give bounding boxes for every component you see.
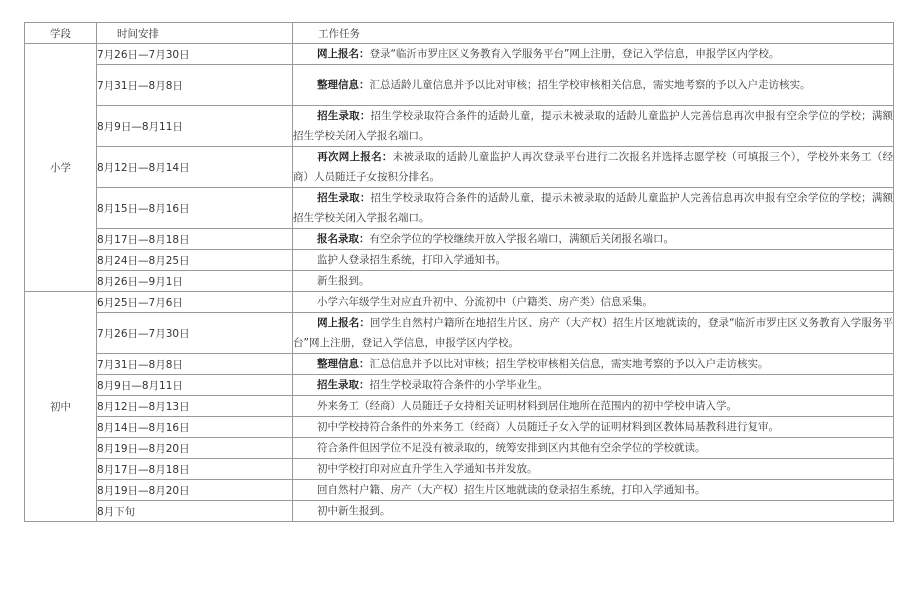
task-cell	[293, 106, 894, 147]
task-text: 小学六年级学生对应直升初中、分流初中（户籍类、房产类）信息采集。	[317, 296, 653, 308]
task-cell	[293, 396, 894, 417]
time-cell: 8月14日—8月16日	[97, 417, 293, 438]
time-cell: 8月9日—8月11日	[97, 375, 293, 396]
task-cell	[293, 44, 894, 65]
stage-cell: 初中	[25, 292, 97, 522]
time-cell: 8月12日—8月14日	[97, 147, 293, 188]
task-text: 有空余学位的学校继续开放入学报名端口，满额后关闭报名端口。	[369, 233, 674, 245]
task-cell	[293, 271, 894, 292]
time-cell: 8月26日—9月1日	[97, 271, 293, 292]
time-cell: 7月31日—8月8日	[97, 65, 293, 106]
table-header-row	[25, 23, 894, 44]
schedule-table-wrapper	[24, 22, 893, 522]
task-cell	[293, 229, 894, 250]
time-cell: 8月12日—8月13日	[97, 396, 293, 417]
task-heading: 再次网上报名：	[317, 151, 393, 163]
task-cell	[293, 375, 894, 396]
time-cell: 8月9日—8月11日	[97, 106, 293, 147]
table-row	[25, 271, 894, 292]
table-row	[25, 480, 894, 501]
task-heading: 整理信息：	[317, 358, 370, 370]
table-row	[25, 313, 894, 354]
time-cell: 6月25日—7月6日	[97, 292, 293, 313]
task-text: 未被录取的适龄儿童监护人再次登录平台进行二次报名并选择志愿学校（可填报三个），学校外来务工（经商）人员随迁子女按积分排名。	[293, 151, 894, 183]
table-row	[25, 396, 894, 417]
task-text: 初中学校打印对应直升学生入学通知书并发放。	[317, 463, 538, 475]
task-cell	[293, 501, 894, 522]
task-cell	[293, 147, 894, 188]
task-text: 初中新生报到。	[317, 505, 391, 517]
time-cell: 7月26日—7月30日	[97, 44, 293, 65]
task-cell	[293, 354, 894, 375]
task-cell	[293, 480, 894, 501]
header-task: 工作任务	[293, 23, 894, 44]
table-row	[25, 417, 894, 438]
task-heading: 招生录取：	[317, 110, 371, 122]
table-row	[25, 106, 894, 147]
task-text: 监护人登录招生系统，打印入学通知书。	[317, 254, 506, 266]
task-cell	[293, 459, 894, 480]
enrollment-schedule-table	[24, 22, 894, 522]
task-text: 外来务工（经商）人员随迁子女持相关证明材料到居住地所在范围内的初中学校申请入学。	[317, 400, 737, 412]
time-cell: 8月17日—8月18日	[97, 459, 293, 480]
task-text: 回学生自然村户籍所在地招生片区、房产（大产权）招生片区地就读的，登录“临沂市罗庄区义务教育入学服务平台”网上注册，登记入学信息，申报学区内学校。	[293, 317, 894, 349]
table-body	[25, 44, 894, 522]
task-text: 招生学校录取符合条件的适龄儿童，提示未被录取的适龄儿童监护人完善信息再次申报有空余学位的学校；满额招生学校关闭入学报名端口。	[293, 110, 893, 142]
task-heading: 招生录取：	[317, 379, 370, 391]
task-heading: 网上报名：	[317, 48, 370, 60]
time-cell: 7月26日—7月30日	[97, 313, 293, 354]
table-row	[25, 65, 894, 106]
table-row	[25, 188, 894, 229]
time-cell: 8月下旬	[97, 501, 293, 522]
table-row	[25, 501, 894, 522]
task-cell	[293, 417, 894, 438]
task-cell	[293, 188, 894, 229]
time-cell: 8月15日—8月16日	[97, 188, 293, 229]
stage-cell: 小学	[25, 44, 97, 292]
task-cell	[293, 250, 894, 271]
time-cell: 7月31日—8月8日	[97, 354, 293, 375]
time-cell: 8月17日—8月18日	[97, 229, 293, 250]
time-cell: 8月19日—8月20日	[97, 480, 293, 501]
task-text: 登录“临沂市罗庄区义务教育入学服务平台”网上注册，登记入学信息，申报学区内学校。	[369, 48, 780, 60]
task-heading: 整理信息：	[317, 79, 370, 91]
table-row	[25, 250, 894, 271]
time-cell: 8月24日—8月25日	[97, 250, 293, 271]
task-heading: 网上报名：	[317, 317, 370, 329]
table-row	[25, 375, 894, 396]
task-text: 汇总适龄儿童信息并予以比对审核；招生学校审核相关信息，需实地考察的予以入户走访核实。	[369, 79, 811, 91]
table-row	[25, 438, 894, 459]
header-time: 时间安排	[97, 23, 293, 44]
task-text: 初中学校持符合条件的外来务工（经商）人员随迁子女入学的证明材料到区教体局基教科进行复审。	[317, 421, 779, 433]
task-text: 符合条件但因学位不足没有被录取的，统筹安排到区内其他有空余学位的学校就读。	[317, 442, 706, 454]
task-cell	[293, 292, 894, 313]
table-row	[25, 44, 894, 65]
task-cell	[293, 438, 894, 459]
task-text: 汇总信息并予以比对审核；招生学校审核相关信息，需实地考察的予以入户走访核实。	[369, 358, 769, 370]
task-heading: 招生录取：	[317, 192, 371, 204]
table-row	[25, 147, 894, 188]
time-cell: 8月19日—8月20日	[97, 438, 293, 459]
table-row	[25, 354, 894, 375]
table-row	[25, 229, 894, 250]
task-text: 招生学校录取符合条件的小学毕业生。	[369, 379, 548, 391]
task-cell	[293, 65, 894, 106]
header-stage: 学段	[25, 23, 97, 44]
task-heading: 报名录取：	[317, 233, 370, 245]
task-text: 招生学校录取符合条件的适龄儿童，提示未被录取的适龄儿童监护人完善信息再次申报有空余学位的学校；满额招生学校关闭入学报名端口。	[293, 192, 893, 224]
task-text: 回自然村户籍、房产（大产权）招生片区地就读的登录招生系统，打印入学通知书。	[317, 484, 706, 496]
task-cell	[293, 313, 894, 354]
table-row	[25, 459, 894, 480]
table-row	[25, 292, 894, 313]
task-text: 新生报到。	[317, 275, 370, 287]
